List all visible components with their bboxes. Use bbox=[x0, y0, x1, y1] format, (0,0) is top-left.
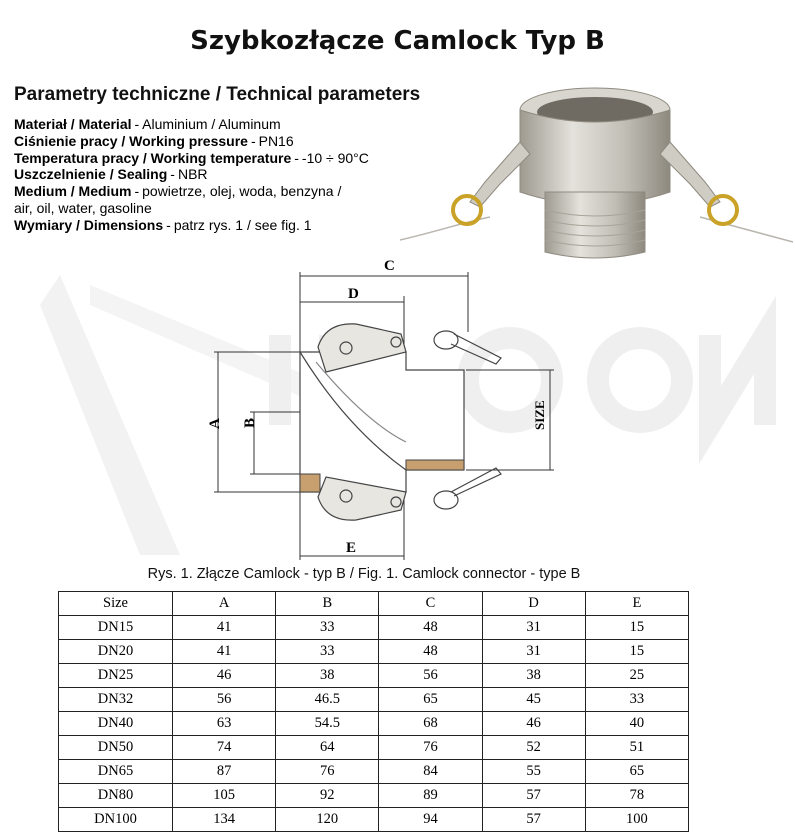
column-header: C bbox=[379, 592, 482, 616]
table-row bbox=[59, 760, 689, 784]
figure-caption: Rys. 1. Złącze Camlock - typ B / Fig. 1. Camlock connector - type B bbox=[147, 566, 581, 582]
column-header: A bbox=[173, 592, 276, 616]
param-value: -10 ÷ 90°C bbox=[301, 149, 369, 166]
size-cell: DN15 bbox=[59, 616, 173, 640]
table-row bbox=[59, 688, 689, 712]
param-sep: - bbox=[294, 149, 299, 166]
page-title: Szybkozłącze Camlock Typ B bbox=[190, 26, 605, 56]
dimension-cell: 46 bbox=[482, 712, 585, 736]
dimension-cell: 33 bbox=[276, 640, 379, 664]
size-cell: DN32 bbox=[59, 688, 173, 712]
param-value: NBR bbox=[177, 166, 208, 183]
size-cell: DN100 bbox=[59, 808, 173, 832]
param-sep: - bbox=[170, 166, 175, 183]
table-row bbox=[59, 664, 689, 688]
label-c: C bbox=[384, 258, 395, 274]
label-a: A bbox=[207, 418, 223, 429]
table-row bbox=[59, 736, 689, 760]
dimension-cell: 84 bbox=[379, 760, 482, 784]
param-medium-continued bbox=[14, 200, 414, 217]
dimension-cell: 38 bbox=[482, 664, 585, 688]
dimension-cell: 94 bbox=[379, 808, 482, 832]
dimension-cell: 51 bbox=[585, 736, 688, 760]
dimension-cell: 64 bbox=[276, 736, 379, 760]
column-header: B bbox=[276, 592, 379, 616]
dimension-cell: 68 bbox=[379, 712, 482, 736]
param-temperature bbox=[14, 150, 414, 167]
size-cell: DN50 bbox=[59, 736, 173, 760]
dimension-cell: 48 bbox=[379, 640, 482, 664]
param-label: Uszczelnienie / Sealing bbox=[14, 166, 168, 183]
table-header-row bbox=[59, 592, 689, 616]
dimension-cell: 41 bbox=[173, 640, 276, 664]
dimension-cell: 87 bbox=[173, 760, 276, 784]
dimension-cell: 48 bbox=[379, 616, 482, 640]
size-cell: DN40 bbox=[59, 712, 173, 736]
dimension-cell: 76 bbox=[379, 736, 482, 760]
label-b: B bbox=[242, 417, 258, 428]
param-medium bbox=[14, 183, 414, 200]
param-sep: - bbox=[134, 183, 140, 200]
dimension-cell: 46 bbox=[173, 664, 276, 688]
size-cell: DN80 bbox=[59, 784, 173, 808]
param-label: Medium / Medium bbox=[14, 183, 132, 200]
param-label: Materiał / Material bbox=[14, 116, 132, 132]
dimension-cell: 57 bbox=[482, 784, 585, 808]
size-cell: DN65 bbox=[59, 760, 173, 784]
parameters-list bbox=[14, 116, 414, 234]
column-header: E bbox=[585, 592, 688, 616]
dimensions-table bbox=[58, 591, 689, 832]
dimension-cell: 55 bbox=[482, 760, 585, 784]
dimension-cell: 40 bbox=[585, 712, 688, 736]
dimension-cell: 45 bbox=[482, 688, 585, 712]
product-photo bbox=[395, 82, 795, 264]
param-sealing bbox=[14, 166, 414, 183]
dimension-cell: 38 bbox=[276, 664, 379, 688]
dimension-cell: 56 bbox=[379, 664, 482, 688]
label-size: SIZE bbox=[532, 400, 547, 430]
param-value: Aluminium / Aluminum bbox=[142, 116, 281, 132]
param-sep: - bbox=[166, 216, 171, 233]
dimension-cell: 120 bbox=[276, 808, 379, 832]
label-e: E bbox=[346, 540, 357, 556]
table-row bbox=[59, 712, 689, 736]
table-row bbox=[59, 616, 689, 640]
param-sep: - bbox=[134, 116, 140, 132]
dimension-cell: 134 bbox=[173, 808, 276, 832]
param-dimensions bbox=[14, 217, 414, 234]
param-value: PN16 bbox=[258, 132, 294, 149]
param-value: powietrze, olej, woda, benzyna / bbox=[142, 183, 342, 200]
table-row bbox=[59, 808, 689, 832]
dimension-cell: 31 bbox=[482, 640, 585, 664]
size-cell: DN20 bbox=[59, 640, 173, 664]
dimension-cell: 41 bbox=[173, 616, 276, 640]
dimension-cell: 54.5 bbox=[276, 712, 379, 736]
dimension-cell: 105 bbox=[173, 784, 276, 808]
dimension-cell: 65 bbox=[585, 760, 688, 784]
dimension-cell: 31 bbox=[482, 616, 585, 640]
dimension-cell: 89 bbox=[379, 784, 482, 808]
dimension-cell: 76 bbox=[276, 760, 379, 784]
dimension-cell: 78 bbox=[585, 784, 688, 808]
table-body bbox=[59, 616, 689, 832]
param-material bbox=[14, 116, 414, 133]
dimension-cell: 92 bbox=[276, 784, 379, 808]
param-label: Wymiary / Dimensions bbox=[14, 216, 164, 233]
dimension-cell: 57 bbox=[482, 808, 585, 832]
param-sep: - bbox=[250, 132, 256, 149]
param-label: Ciśnienie pracy / Working pressure bbox=[14, 132, 248, 149]
param-label: Temperatura pracy / Working temperature bbox=[14, 149, 292, 166]
technical-drawing bbox=[196, 252, 586, 570]
param-pressure bbox=[14, 133, 414, 150]
dimension-cell: 33 bbox=[276, 616, 379, 640]
dimension-cell: 65 bbox=[379, 688, 482, 712]
param-value: air, oil, water, gasoline bbox=[14, 199, 152, 216]
label-d: D bbox=[348, 286, 359, 302]
dimension-cell: 33 bbox=[585, 688, 688, 712]
dimension-cell: 15 bbox=[585, 640, 688, 664]
dimension-cell: 15 bbox=[585, 616, 688, 640]
dimension-cell: 56 bbox=[173, 688, 276, 712]
table-row bbox=[59, 640, 689, 664]
dimension-cell: 46.5 bbox=[276, 688, 379, 712]
table-row bbox=[59, 784, 689, 808]
section-heading: Parametry techniczne / Technical parameters bbox=[14, 84, 421, 105]
column-header: D bbox=[482, 592, 585, 616]
dimension-cell: 25 bbox=[585, 664, 688, 688]
dimension-cell: 52 bbox=[482, 736, 585, 760]
dimension-cell: 63 bbox=[173, 712, 276, 736]
dimension-cell: 74 bbox=[173, 736, 276, 760]
param-value: patrz rys. 1 / see fig. 1 bbox=[173, 216, 312, 233]
dimension-cell: 100 bbox=[585, 808, 688, 832]
column-header: Size bbox=[59, 592, 173, 616]
size-cell: DN25 bbox=[59, 664, 173, 688]
